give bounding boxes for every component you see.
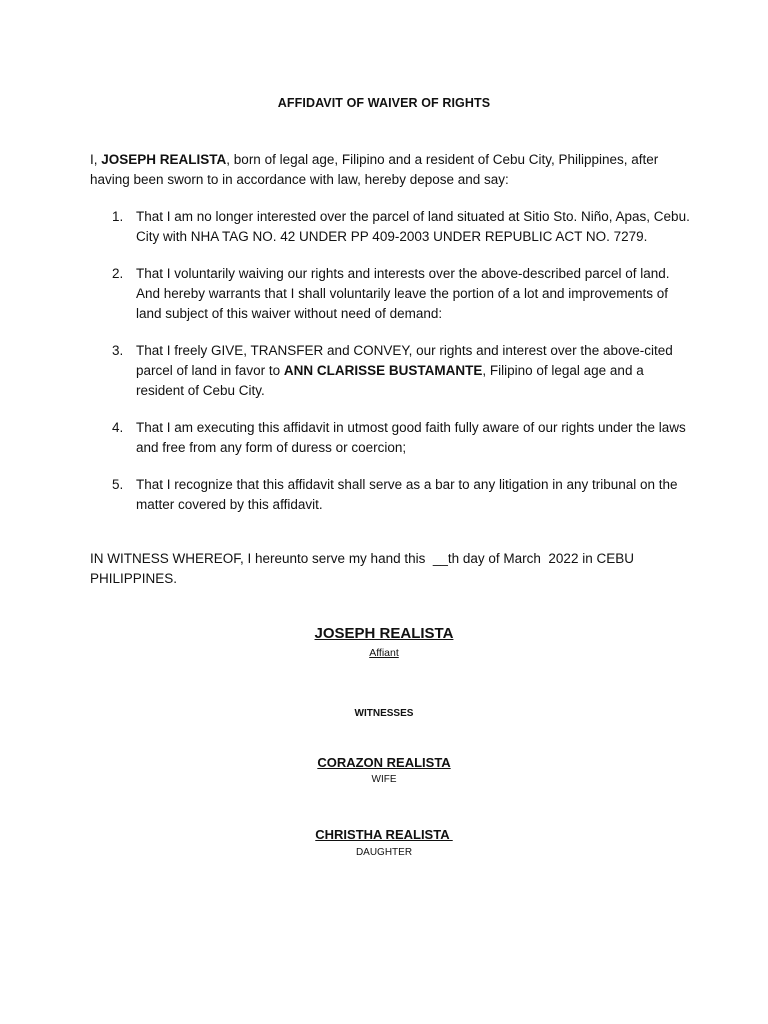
statement-item-5 [90, 475, 690, 515]
intro-affiant-name: JOSEPH REALISTA [101, 152, 227, 167]
witness-2-name: CHRISTHA REALISTA [315, 827, 453, 842]
intro-prefix: I, [90, 152, 102, 167]
statement-item-2 [90, 264, 690, 324]
statement-item-4 [90, 418, 690, 458]
statement-item-3 [90, 341, 690, 401]
statement-text-after: , Filipino of legal age and a resident of Cebu City. [136, 363, 644, 398]
statement-number: 4. [112, 420, 124, 435]
witness-1-relation: WIFE [371, 774, 397, 785]
statement-text: That I am executing this affidavit in utmost good faith fully aware of our rights under the laws and free from any form of duress or coercion; [136, 420, 686, 455]
statement-text-before: That I freely GIVE, TRANSFER and CONVEY, our rights and interest over the above-cited parcel of land in favor to [136, 343, 673, 378]
intro-paragraph [90, 150, 680, 190]
document-title: AFFIDAVIT OF WAIVER OF RIGHTS [277, 96, 491, 110]
statement-number: 5. [112, 477, 124, 492]
affiant-label: Affiant [369, 647, 399, 659]
statement-text: That I voluntarily waiving our rights and interests over the above-described parcel of land. And hereby warrants that I shall voluntarily leave the portion of a lot and improvements of land subject of this waiver without need of demand: [136, 266, 670, 321]
witness-2-relation: DAUGHTER [355, 847, 413, 858]
statement-item-1 [90, 207, 690, 247]
intro-text: , born of legal age, Filipino and a resident of Cebu City, Philippines, after having been sworn to in accordance with law, hereby depose and say: [90, 152, 659, 187]
statement-list [90, 207, 690, 532]
affiant-signature-name: JOSEPH REALISTA [314, 625, 454, 642]
statement-text: That I recognize that this affidavit shall serve as a bar to any litigation in any tribunal on the matter covered by this affidavit. [136, 477, 678, 512]
witness-1-name: CORAZON REALISTA [317, 755, 451, 770]
statement-number: 2. [112, 266, 124, 281]
witness-clause: IN WITNESS WHEREOF, I hereunto serve my hand this __th day of March 2022 in CEBU PHILIPPINES. [90, 551, 638, 586]
statement-text: That I am no longer interested over the parcel of land situated at Sitio Sto. Niño, Apas, Cebu. City with NHA TAG NO. 42 UNDER PP 409-2003 UNDER REPUBLIC ACT NO. 7279. [136, 209, 690, 244]
grantee-name: ANN CLARISSE BUSTAMANTE [283, 363, 483, 378]
witnesses-heading: WITNESSES [354, 708, 414, 719]
statement-number: 3. [112, 343, 124, 358]
statement-number: 1. [112, 209, 124, 224]
